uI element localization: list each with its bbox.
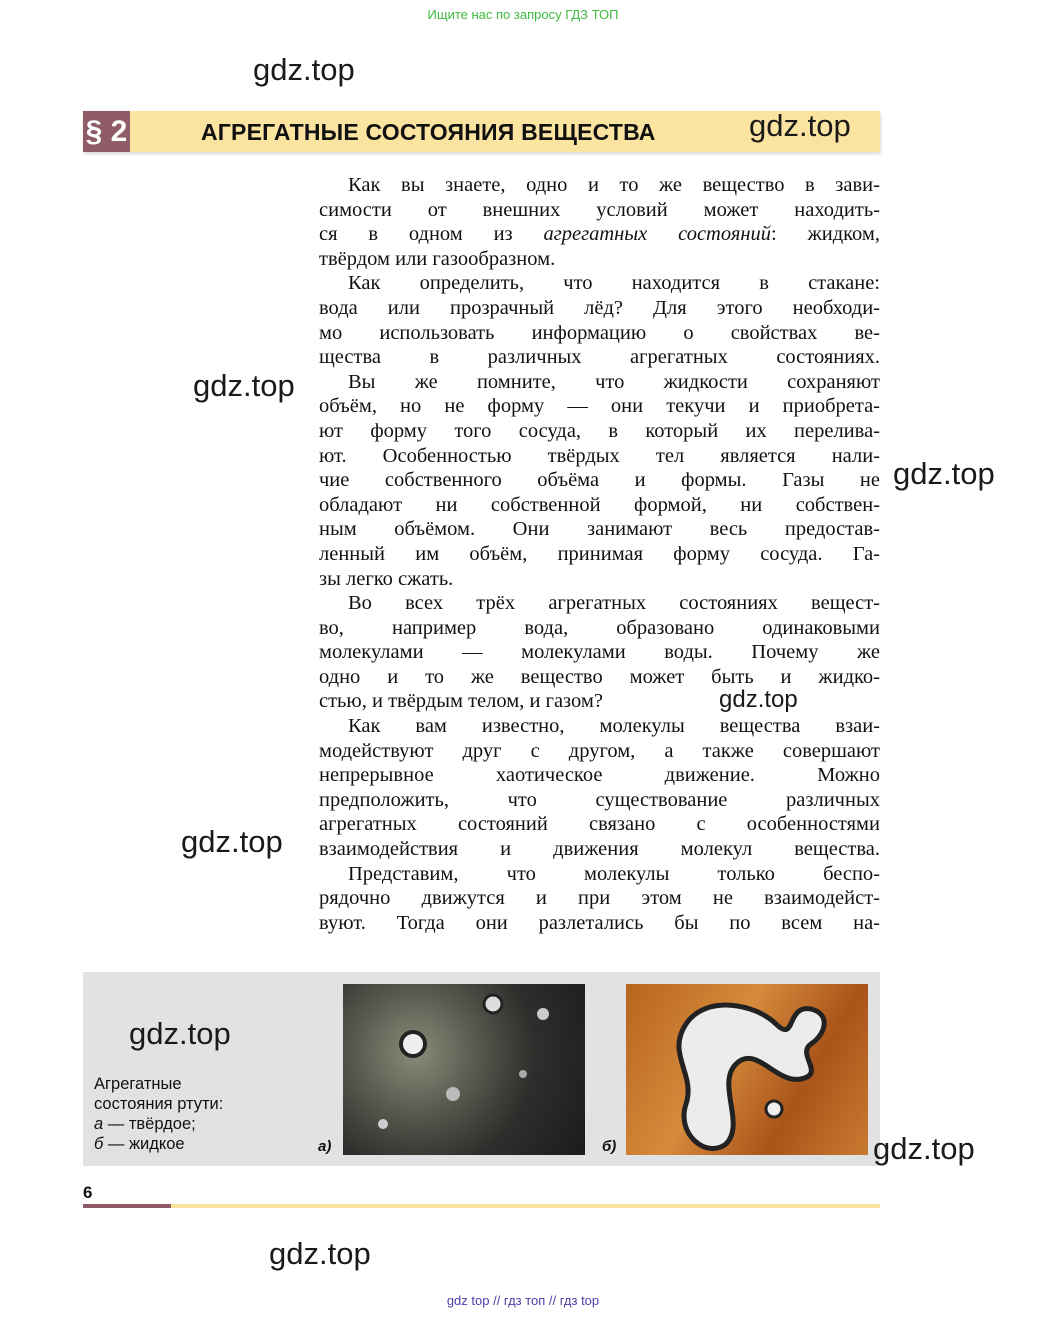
footer-bar-accent — [83, 1204, 171, 1208]
caption-item-b — [94, 1134, 223, 1154]
text-run: зы легко сжать. — [319, 567, 454, 590]
caption-line: состояния ртути: — [94, 1095, 224, 1113]
footer-links[interactable]: gdz top // гдз топ // гдз top — [446, 1293, 600, 1308]
text-run: предположить, что существование различных — [319, 788, 880, 811]
text-line — [319, 911, 880, 936]
text-run: молекулами — молекулами воды. Почему же — [319, 641, 880, 664]
text-run: Как вам известно, молекулы вещества взаи- — [348, 715, 880, 738]
watermark: gdz.top — [181, 824, 283, 859]
text-run: объём, но не форму — они текучи и приобрета- — [319, 395, 880, 418]
text-run: щества в различных агрегатных состояниях. — [319, 346, 880, 369]
text-run: агрегатных состояний связано с особенностями — [319, 813, 880, 836]
section-title: АГРЕГАТНЫЕ СОСТОЯНИЯ ВЕЩЕСТВА — [201, 119, 656, 145]
text-line — [319, 862, 880, 887]
text-line — [319, 739, 880, 764]
text-line — [319, 788, 880, 813]
text-line — [319, 222, 880, 247]
text-line — [319, 714, 880, 739]
text-line — [319, 296, 880, 321]
text-line — [319, 247, 880, 272]
text-run: стью, и твёрдым телом, и газом? — [319, 690, 603, 713]
caption-item-a — [94, 1114, 223, 1134]
text-run: ют. Особенностью твёрдых тел является нали- — [319, 444, 880, 467]
text-run: модействуют друг с другом, а также совершают — [319, 739, 880, 762]
figure-caption — [94, 1074, 223, 1154]
text-line — [319, 616, 880, 641]
text-run: ют форму того сосуда, в который их перелива- — [319, 419, 880, 442]
watermark: gdz.top — [749, 108, 851, 143]
body-text — [319, 173, 880, 935]
text-run: одно и то же вещество может быть и жидко- — [319, 665, 880, 688]
text-line — [319, 886, 880, 911]
text-line — [319, 591, 880, 616]
text-line — [319, 419, 880, 444]
text-line — [319, 173, 880, 198]
italic-term: агрегатных состояний — [543, 223, 772, 246]
text-line — [319, 567, 880, 592]
text-run: обладают ни собственной формой, ни собствен- — [319, 493, 880, 516]
watermark: gdz.top — [269, 1236, 371, 1271]
text-line — [319, 271, 880, 296]
text-run: ным объёмом. Они занимают весь предостав- — [319, 518, 880, 541]
solid-mercury-illustration — [343, 984, 585, 1155]
watermark: gdz.top — [129, 1016, 231, 1051]
caption-text: — жидкое — [103, 1135, 185, 1153]
text-line — [319, 542, 880, 567]
text-line — [319, 640, 880, 665]
liquid-mercury-photo — [626, 984, 868, 1155]
text-run: взаимодействия и движения молекул вещества. — [319, 838, 880, 861]
text-line — [319, 837, 880, 862]
text-run: симости от внешних условий может находить- — [319, 198, 880, 221]
text-line — [319, 444, 880, 469]
text-run: ся в одном из — [319, 223, 544, 246]
text-line — [319, 370, 880, 395]
text-run: вода или прозрачный лёд? Для этого необходи- — [319, 296, 880, 319]
text-run: вуют. Тогда они разлетались бы по всем на- — [319, 911, 880, 934]
text-run: Вы же помните, что жидкости сохраняют — [348, 370, 880, 393]
liquid-mercury-illustration — [626, 984, 868, 1155]
figure-label-b: б) — [602, 1138, 617, 1155]
text-run: Как определить, что находится в стакане: — [348, 272, 880, 295]
text-run: Представим, что молекулы только беспо- — [348, 862, 880, 885]
text-line — [319, 198, 880, 223]
caption-letter: б — [94, 1135, 104, 1153]
caption-letter: а — [94, 1115, 104, 1133]
watermark: gdz.top — [893, 456, 995, 491]
text-run: непрерывное хаотическое движение. Можно — [319, 764, 880, 787]
page-number: 6 — [83, 1183, 93, 1202]
watermark: gdz.top — [253, 52, 355, 87]
search-hint-link[interactable]: Ищите нас по запросу ГДЗ ТОП — [427, 7, 619, 22]
watermark: gdz.top — [873, 1131, 975, 1166]
text-run: Как вы знаете, одно и то же вещество в зави- — [348, 174, 880, 196]
text-run: твёрдом или газообразном. — [319, 247, 556, 270]
watermark: gdz.top — [193, 368, 295, 403]
watermark: gdz.top — [719, 686, 798, 713]
text-line — [319, 493, 880, 518]
text-line — [319, 812, 880, 837]
text-run: мо использовать информацию о свойствах ве- — [319, 321, 880, 344]
text-line — [319, 468, 880, 493]
text-run: : жидком, — [771, 223, 880, 246]
solid-mercury-photo — [343, 984, 585, 1155]
footer-bar — [171, 1204, 880, 1208]
text-run: Во всех трёх агрегатных состояниях вещест- — [348, 592, 880, 615]
caption-text: — твёрдое; — [103, 1115, 196, 1133]
text-line — [319, 345, 880, 370]
text-run: ленный им объём, принимая форму сосуда. Га- — [319, 542, 880, 565]
text-line — [319, 763, 880, 788]
caption-line: Агрегатные — [94, 1075, 182, 1093]
text-run: чие собственного объёма и формы. Газы не — [319, 469, 880, 492]
figure-label-a: а) — [318, 1138, 332, 1155]
section-number: § 2 — [83, 111, 130, 152]
text-run: во, например вода, образовано одинаковыми — [319, 616, 880, 639]
text-run: рядочно движутся и при этом не взаимодейст- — [319, 887, 880, 910]
text-line — [319, 394, 880, 419]
text-line — [319, 321, 880, 346]
text-line — [319, 517, 880, 542]
